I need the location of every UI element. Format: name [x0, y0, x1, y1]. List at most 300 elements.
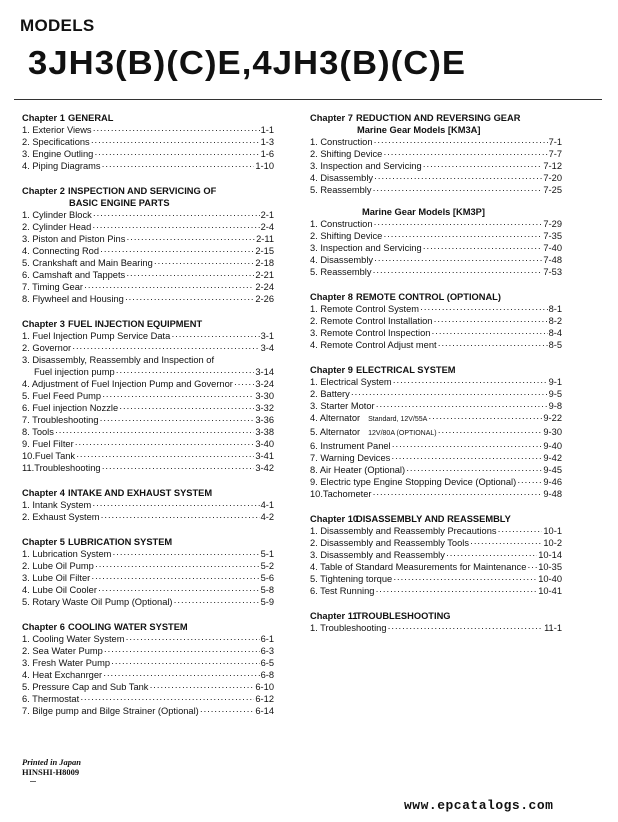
dot-leader: [98, 584, 260, 596]
toc-entry[interactable]: [310, 622, 562, 634]
entry-title: 3. Piston and Piston Pins: [22, 234, 126, 244]
toc-entry[interactable]: [310, 412, 562, 426]
page-number: 6-12: [255, 694, 274, 704]
dot-leader: [383, 148, 547, 160]
chapter-section: [310, 291, 562, 351]
dot-leader: [126, 233, 255, 245]
toc-entry[interactable]: [310, 525, 562, 537]
toc-right-column: [310, 112, 562, 647]
page-number: 9-5: [548, 389, 562, 399]
entry-title: 5. Reassembly: [310, 185, 372, 195]
dot-leader: [112, 548, 259, 560]
entry-title: 2. Disassembly and Reassembly Tools: [310, 538, 469, 548]
chapter-heading: [22, 318, 274, 330]
dot-leader: [92, 499, 259, 511]
dot-leader: [102, 390, 254, 402]
dot-leader: [373, 488, 543, 500]
dot-leader: [428, 412, 542, 424]
toc-entry[interactable]: [22, 378, 274, 390]
page-number: 9-42: [543, 453, 562, 463]
chapter-number: Chapter 7: [310, 113, 353, 123]
toc-entry[interactable]: [310, 488, 562, 500]
toc-entry[interactable]: [22, 645, 274, 657]
entry-title: 1. Disassembly and Reassembly Precautions: [310, 526, 497, 536]
toc-entry[interactable]: [22, 499, 274, 511]
dot-leader: [527, 561, 537, 573]
toc-entry[interactable]: [22, 596, 274, 608]
toc-entry[interactable]: [310, 148, 562, 160]
dot-leader: [423, 242, 543, 254]
page-number: 7-29: [543, 219, 562, 229]
page-number: 2-4: [260, 222, 274, 232]
chapter-title: INSPECTION AND SERVICING OF: [68, 186, 217, 196]
page-number: 2-21: [255, 270, 274, 280]
toc-entry[interactable]: [22, 281, 274, 293]
chapter-subtitle: BASIC ENGINE PARTS: [69, 198, 170, 208]
toc-entry[interactable]: [22, 330, 274, 342]
chapter-section: [22, 318, 274, 474]
dot-leader: [438, 426, 543, 438]
toc-entry[interactable]: [22, 450, 274, 462]
chapter-title: COOLING WATER SYSTEM: [68, 622, 188, 632]
chapter-number: Chapter 6: [22, 622, 65, 632]
page-number: 4-2: [260, 512, 274, 522]
entry-title: 5. Fuel Feed Pump: [22, 391, 102, 401]
dot-leader: [119, 402, 254, 414]
chapter-title: ELECTRICAL SYSTEM: [356, 365, 456, 375]
entry-title: 2. Lube Oil Pump: [22, 561, 94, 571]
website-watermark: www.epcatalogs.com: [404, 798, 554, 813]
dot-leader: [154, 257, 255, 269]
dot-leader: [423, 160, 543, 172]
chapter-heading: [22, 621, 274, 633]
page-number: 6-10: [255, 682, 274, 692]
entry-title: 2. Sea Water Pump: [22, 646, 103, 656]
page-number: 7-35: [543, 231, 562, 241]
toc-entry[interactable]: [310, 136, 562, 148]
entry-title: 7. Bilge pump and Bilge Strainer (Optional): [22, 706, 199, 716]
page-number: 6-14: [255, 706, 274, 716]
page-number: 10-41: [538, 586, 562, 596]
toc-entry[interactable]: [22, 548, 274, 560]
dot-leader: [470, 537, 542, 549]
page-number: 2-26: [255, 294, 274, 304]
toc-entry[interactable]: [310, 339, 562, 351]
toc-entry[interactable]: [22, 366, 274, 378]
page-number: 5-2: [260, 561, 274, 571]
toc-entry[interactable]: [22, 402, 274, 414]
chapter-section: [310, 364, 562, 500]
toc-entry[interactable]: [22, 342, 274, 354]
toc-entry[interactable]: [22, 414, 274, 426]
chapter-section: [310, 513, 562, 597]
page-number: 9-48: [543, 489, 562, 499]
page-number: 9-22: [543, 413, 562, 423]
page-number: 9-8: [548, 401, 562, 411]
toc-entry[interactable]: [22, 584, 274, 596]
chapter-section: [310, 610, 562, 634]
entry-title: 3. Disassembly and Reassembly: [310, 550, 445, 560]
entry-title: 8. Tools: [22, 427, 54, 437]
entry-title: 1. Cooling Water System: [22, 634, 125, 644]
page-number: 2-24: [255, 282, 274, 292]
chapter-heading: [310, 291, 562, 303]
entry-title: 8. Air Heater (Optional): [310, 465, 406, 475]
chapter-heading: [310, 513, 562, 525]
dot-leader: [93, 124, 260, 136]
page-number: 11-1: [544, 623, 562, 633]
dot-leader: [420, 303, 548, 315]
page-number: 3-42: [255, 463, 274, 473]
entry-title: 5. Rotary Waste Oil Pump (Optional): [22, 597, 173, 607]
toc-entry[interactable]: [310, 160, 562, 172]
entry-title: 4. Alternator: [310, 413, 361, 423]
toc-entry[interactable]: [310, 549, 562, 561]
entry-title: 5. Alternator: [310, 427, 361, 437]
entry-note: Standard, 12V/55A: [368, 416, 428, 423]
entry-title: 10.Tachometer: [310, 489, 372, 499]
entry-title: 1. Fuel Injection Pump Service Data: [22, 331, 171, 341]
document-code: HINSHI-H8009: [22, 767, 80, 777]
toc-entry[interactable]: [22, 560, 274, 572]
entry-title: 1. Construction: [310, 219, 373, 229]
entry-title: 8. Flywheel and Housing: [22, 294, 124, 304]
page-number: 3-4: [260, 343, 274, 353]
dot-leader: [431, 327, 547, 339]
chapter-heading: [22, 112, 274, 124]
page-number: 7-12: [543, 161, 562, 171]
dot-leader: [75, 438, 255, 450]
page-number: 10-2: [543, 538, 562, 548]
dot-leader: [374, 254, 542, 266]
page-number: 7-1: [548, 137, 562, 147]
entry-title: 3. Inspection and Servicing: [310, 243, 422, 253]
dot-leader: [446, 549, 537, 561]
entry-title: 5. Crankshaft and Main Bearing: [22, 258, 153, 268]
dot-leader: [200, 705, 255, 717]
chapter-title: REMOTE CONTROL (OPTIONAL): [356, 292, 501, 302]
entry-title: 1. Lubrication System: [22, 549, 112, 559]
page-number: 9-30: [543, 427, 562, 437]
dot-leader: [383, 230, 542, 242]
toc-entry[interactable]: [22, 705, 274, 717]
dot-leader: [104, 645, 260, 657]
entry-title: 5. Pressure Cap and Sub Tank: [22, 682, 149, 692]
toc-entry[interactable]: [310, 388, 562, 400]
toc-entry[interactable]: [22, 245, 274, 257]
dot-leader: [376, 400, 548, 412]
page-number: 9-46: [543, 477, 562, 487]
chapter-number: Chapter 5: [22, 537, 65, 547]
chapter-number: Chapter 2: [22, 186, 65, 196]
dot-leader: [391, 452, 542, 464]
page-number: 3-30: [255, 391, 274, 401]
dot-leader: [100, 414, 255, 426]
entry-title: 4. Piping Diagrams: [22, 161, 101, 171]
page-number: 5-9: [260, 597, 274, 607]
toc-entry[interactable]: [310, 266, 562, 278]
subsection-heading: Marine Gear Models [KM3P]: [362, 207, 485, 217]
page-number: 7-20: [543, 173, 562, 183]
toc-entry[interactable]: [310, 476, 562, 488]
chapter-section: [22, 621, 274, 717]
toc-entry[interactable]: [310, 440, 562, 452]
entry-title: 3. Fresh Water Pump: [22, 658, 111, 668]
page-number: 1-10: [255, 161, 274, 171]
divider: [14, 99, 602, 100]
toc-entry[interactable]: [310, 585, 562, 597]
dot-leader: [149, 681, 254, 693]
page-number: 10-35: [538, 562, 562, 572]
entry-title: 1. Construction: [310, 137, 373, 147]
dot-leader: [406, 464, 542, 476]
divider: [30, 781, 36, 782]
toc-entry[interactable]: [310, 315, 562, 327]
page-number: 9-45: [543, 465, 562, 475]
entry-title: 3. Inspection and Servicing: [310, 161, 422, 171]
toc-entry[interactable]: [310, 452, 562, 464]
toc-entry[interactable]: [22, 438, 274, 450]
chapter-subtitle: Marine Gear Models [KM3A]: [357, 125, 481, 135]
toc-left-column: [22, 112, 274, 730]
dot-leader: [374, 218, 543, 230]
dot-leader: [84, 281, 254, 293]
chapter-heading: [310, 364, 562, 376]
dot-leader: [93, 209, 260, 221]
toc-entry[interactable]: [22, 209, 274, 221]
page-number: 3-38: [255, 427, 274, 437]
dot-leader: [373, 266, 543, 278]
toc-entry[interactable]: [22, 257, 274, 269]
dot-leader: [111, 657, 260, 669]
page-number: 7-25: [543, 185, 562, 195]
dot-leader: [101, 511, 260, 523]
dot-leader: [94, 148, 259, 160]
dot-leader: [92, 221, 259, 233]
dot-leader: [388, 622, 544, 634]
dot-leader: [102, 462, 255, 474]
entry-title: 7. Troubleshooting: [22, 415, 99, 425]
entry-title: 3. Remote Control Inspection: [310, 328, 431, 338]
dot-leader: [498, 525, 543, 537]
entry-title: 6. Thermostat: [22, 694, 80, 704]
page-number: 1-3: [260, 137, 274, 147]
chapter-number: Chapter 10: [310, 514, 359, 524]
dot-leader: [234, 378, 255, 390]
page-number: 7-40: [543, 243, 562, 253]
page-number: 3-32: [255, 403, 274, 413]
dot-leader: [102, 160, 255, 172]
page-number: 2-11: [256, 234, 274, 244]
models-label: MODELS: [20, 16, 95, 35]
dot-leader: [374, 172, 542, 184]
page-number: 9-1: [548, 377, 562, 387]
toc-entry[interactable]: [22, 160, 274, 172]
page-number: 6-1: [260, 634, 274, 644]
toc-entry[interactable]: [310, 537, 562, 549]
entry-title: 2. Shifting Device: [310, 149, 383, 159]
chapter-title: DISASSEMBLY AND REASSEMBLY: [356, 514, 511, 524]
chapter-title: INTAKE AND EXHAUST SYSTEM: [68, 488, 213, 498]
entry-title: 3. Starter Motor: [310, 401, 375, 411]
toc-entry[interactable]: [22, 681, 274, 693]
toc-entry[interactable]: [310, 242, 562, 254]
entry-title: 3. Lube Oil Filter: [22, 573, 91, 583]
chapter-heading: [310, 610, 562, 622]
chapter-heading: [310, 112, 562, 124]
page-number: 6-3: [260, 646, 274, 656]
dot-leader: [393, 573, 537, 585]
entry-title: 1. Electrical System: [310, 377, 392, 387]
entry-note: 12V/80A (OPTIONAL): [368, 430, 437, 437]
entry-title: 7. Timing Gear: [22, 282, 83, 292]
toc-entry[interactable]: [310, 172, 562, 184]
dot-leader: [72, 342, 259, 354]
page-number: 3-36: [255, 415, 274, 425]
dot-leader: [100, 245, 254, 257]
page-number: 6-5: [260, 658, 274, 668]
page-number: 7-53: [543, 267, 562, 277]
chapter-title: TROUBLESHOOTING: [356, 611, 451, 621]
page-number: 3-41: [255, 451, 274, 461]
page-number: 1-6: [260, 149, 274, 159]
chapter-section: [22, 487, 274, 523]
dot-leader: [116, 366, 255, 378]
page-number: 5-8: [260, 585, 274, 595]
entry-title: 5. Tightening torque: [310, 574, 393, 584]
dot-leader: [438, 339, 548, 351]
toc-entry[interactable]: [310, 561, 562, 573]
toc-entry[interactable]: [310, 426, 562, 440]
toc-entry[interactable]: [22, 293, 274, 305]
entry-title: 3. Engine Outling: [22, 149, 94, 159]
page-number: 8-5: [548, 340, 562, 350]
chapter-number: Chapter 1: [22, 113, 65, 123]
page-number: 6-8: [260, 670, 274, 680]
toc-entry[interactable]: [22, 221, 274, 233]
entry-title: 4. Heat Exchanrger: [22, 670, 103, 680]
toc-entry[interactable]: [22, 233, 274, 245]
toc-entry[interactable]: [22, 657, 274, 669]
entry-title: Fuel injection pump: [34, 367, 115, 377]
chapter-number: Chapter 11: [310, 611, 358, 621]
chapter-title: GENERAL: [68, 113, 114, 123]
page-number: 5-6: [260, 573, 274, 583]
toc-entry[interactable]: [310, 184, 562, 196]
toc-entry[interactable]: [22, 669, 274, 681]
entry-title: 2. Exhaust System: [22, 512, 100, 522]
chapter-number: Chapter 9: [310, 365, 353, 375]
page-number: 5-1: [260, 549, 274, 559]
entry-title: 4. Table of Standard Measurements for Maintenance: [310, 562, 527, 572]
entry-title: 9. Fuel Filter: [22, 439, 74, 449]
chapter-number: Chapter 4: [22, 488, 65, 498]
page-number: 8-1: [548, 304, 562, 314]
chapter-section: [22, 112, 274, 172]
dot-leader: [174, 596, 260, 608]
toc-entry[interactable]: [310, 303, 562, 315]
toc-entry[interactable]: [310, 218, 562, 230]
entry-title: 1. Exterior Views: [22, 125, 92, 135]
dot-leader: [126, 269, 254, 281]
toc-entry[interactable]: [310, 464, 562, 476]
chapter-number: Chapter 8: [310, 292, 353, 302]
toc-entry[interactable]: [22, 269, 274, 281]
page-number: 2-15: [255, 246, 274, 256]
page-number: 3-14: [255, 367, 274, 377]
chapter-heading: [22, 536, 274, 548]
dot-leader: [351, 388, 548, 400]
entry-title: 11.Troubleshooting: [22, 463, 101, 473]
dot-leader: [373, 184, 543, 196]
entry-title: 2. Cylinder Head: [22, 222, 92, 232]
chapter-heading: [22, 487, 274, 499]
dot-leader: [91, 136, 260, 148]
page-number: 4-1: [260, 500, 274, 510]
toc-entry[interactable]: [22, 136, 274, 148]
entry-title: 1. Remote Control System: [310, 304, 420, 314]
toc-entry[interactable]: [22, 354, 274, 366]
dot-leader: [393, 376, 548, 388]
dot-leader: [125, 293, 255, 305]
model-title: 3JH3(B)(C)E,4JH3(B)(C)E: [28, 44, 467, 81]
page-number: 3-40: [255, 439, 274, 449]
dot-leader: [171, 330, 259, 342]
toc-entry[interactable]: [310, 376, 562, 388]
toc-entry[interactable]: [310, 327, 562, 339]
chapter-title: FUEL INJECTION EQUIPMENT: [68, 319, 203, 329]
toc-entry[interactable]: [22, 148, 274, 160]
entry-title: 4. Disassembly: [310, 255, 374, 265]
entry-title: 10.Fuel Tank: [22, 451, 76, 461]
chapter-number: Chapter 3: [22, 319, 65, 329]
chapter-title: LUBRICATION SYSTEM: [68, 537, 173, 547]
toc-entry[interactable]: [310, 573, 562, 585]
toc-entry[interactable]: [310, 254, 562, 266]
entry-title: 4. Adjustment of Fuel Injection Pump and Governor: [22, 379, 233, 389]
page-number: 9-40: [543, 441, 562, 451]
page-number: 10-1: [543, 526, 562, 536]
entry-title: 6. Fuel injection Nozzle: [22, 403, 119, 413]
toc-entry[interactable]: [310, 400, 562, 412]
entry-title: 4. Remote Control Adjust ment: [310, 340, 437, 350]
dot-leader: [374, 136, 548, 148]
toc-entry[interactable]: [22, 511, 274, 523]
toc-entry[interactable]: [22, 633, 274, 645]
toc-entry[interactable]: [22, 693, 274, 705]
toc-entry[interactable]: [22, 426, 274, 438]
toc-entry[interactable]: [22, 462, 274, 474]
entry-title: 2. Shifting Device: [310, 231, 383, 241]
dot-leader: [375, 585, 537, 597]
toc-entry[interactable]: [22, 124, 274, 136]
dot-leader: [91, 572, 259, 584]
chapter-section: [22, 185, 274, 305]
dot-leader: [517, 476, 542, 488]
page-number: 2-1: [260, 210, 274, 220]
page-number: 10-14: [538, 550, 562, 560]
entry-title: 6. Camshaft and Tappets: [22, 270, 126, 280]
dot-leader: [433, 315, 547, 327]
toc-entry[interactable]: [22, 390, 274, 402]
toc-entry[interactable]: [310, 230, 562, 242]
entry-title: 4. Disassembly: [310, 173, 374, 183]
chapter-heading: [22, 185, 274, 197]
dot-leader: [103, 669, 259, 681]
page-number: 3-24: [255, 379, 274, 389]
toc-entry[interactable]: [22, 572, 274, 584]
entry-title: 1. Cylinder Block: [22, 210, 92, 220]
